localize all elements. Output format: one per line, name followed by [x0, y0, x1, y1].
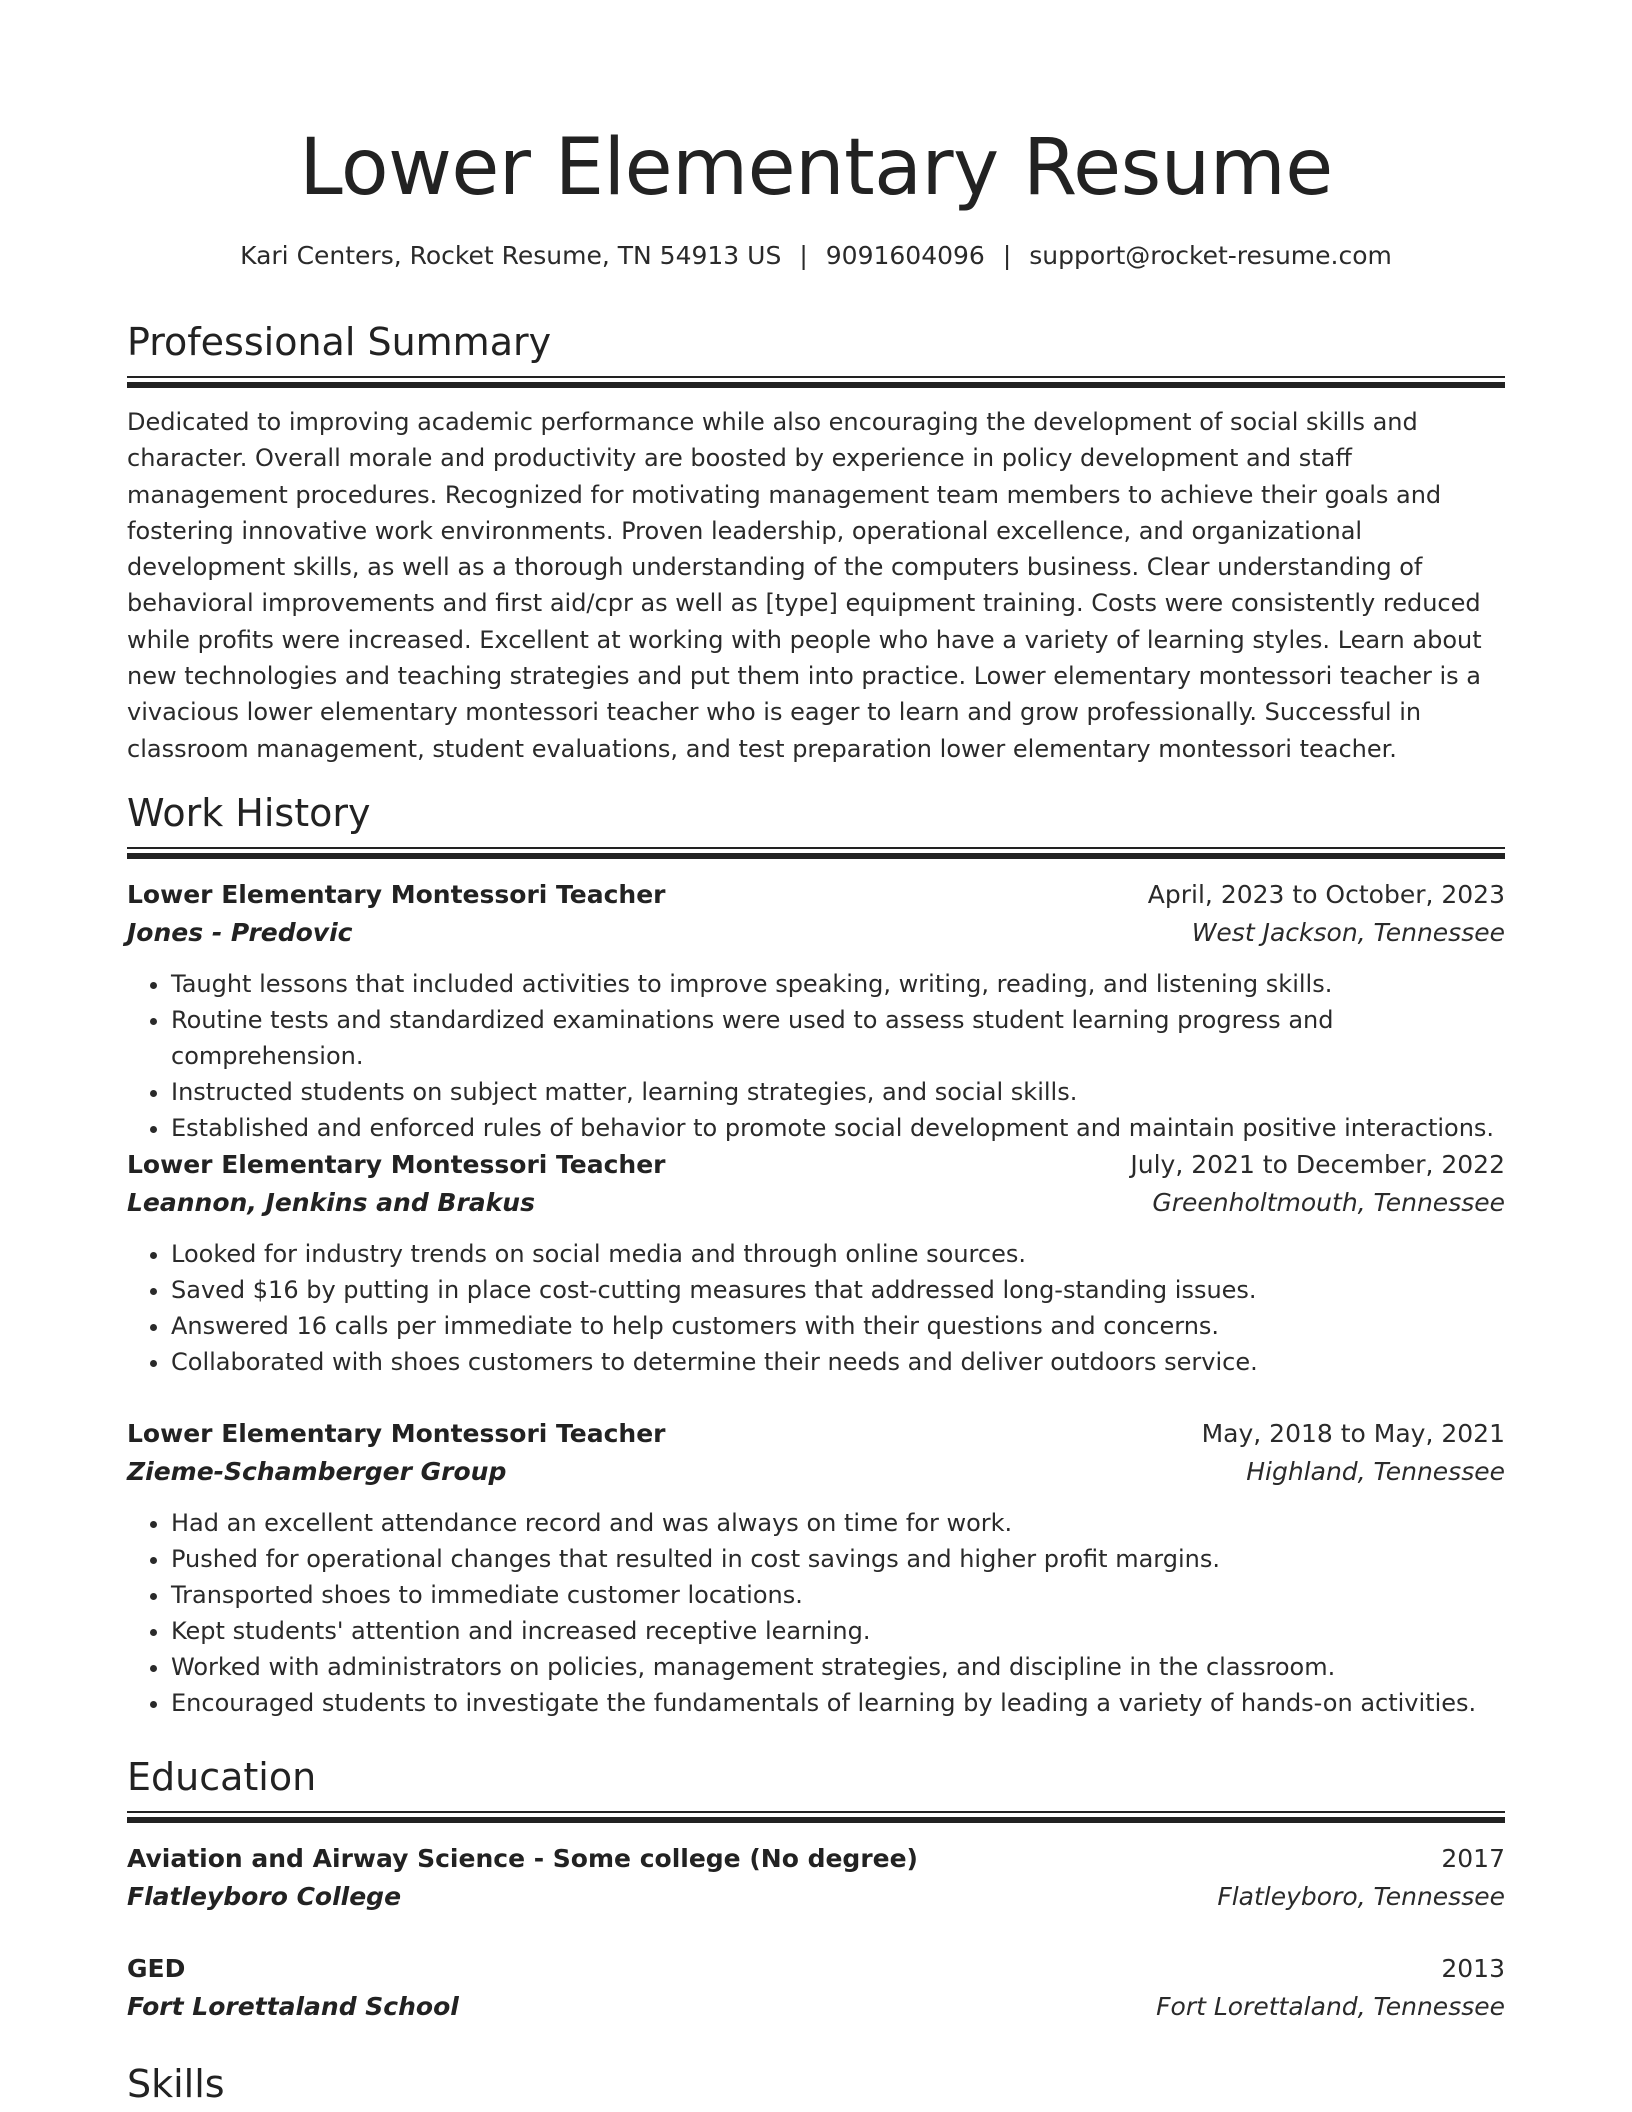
section-heading-summary: Professional Summary — [127, 320, 552, 364]
contact-phone: 9091604096 — [825, 241, 985, 270]
job-bullet: • Transported shoes to immediate customer locations. — [171, 1577, 1505, 1613]
job-bullet: • Looked for industry trends on social media and through online sources. — [171, 1236, 1505, 1272]
job-bullet-list — [127, 1505, 1505, 1721]
summary-text: Dedicated to improving academic performance while also encouraging the development of social skills and character. Overall morale and productivity are boosted by experience in policy development and staff management procedures. Recognized for motivating management team members to achieve their goals and fostering innovative work environments. Proven leadership, operational excellence, and organizational development skills, as well as a thorough understanding of the computers business. Clear understanding of behavioral improvements and first aid/cpr as well as [type] equipment training. Costs were consistently reduced while profits were increased. Excellent at working with people who have a variety of learning styles. Learn about new technologies and teaching strategies and put them into practice. Lower elementary montessori teacher is a vivacious lower elementary montessori teacher who is eager to learn and grow professionally. Successful in classroom management, student evaluations, and test preparation lower elementary montessori teacher. — [127, 408, 1482, 763]
job-entry — [127, 1415, 1505, 1721]
contact-address: Kari Centers, Rocket Resume, TN 54913 US — [240, 241, 782, 270]
summary-section — [127, 316, 1505, 767]
section-divider — [127, 847, 1505, 861]
job-dates: May, 2018 to May, 2021 — [1201, 1419, 1505, 1448]
education-entry — [127, 1840, 1505, 1916]
job-location: West Jackson, Tennessee — [1191, 918, 1505, 947]
work-history-section — [127, 787, 1505, 861]
job-bullet: • Routine tests and standardized examinations were used to assess student learning progress and comprehension. — [171, 1002, 1505, 1074]
job-bullet: • Pushed for operational changes that resulted in cost savings and higher profit margins. — [171, 1541, 1505, 1577]
job-dates: April, 2023 to October, 2023 — [1147, 880, 1505, 909]
job-location: Highland, Tennessee — [1246, 1457, 1505, 1486]
job-entry — [127, 876, 1505, 1146]
job-location: Greenholtmouth, Tennessee — [1152, 1188, 1505, 1217]
job-title: Lower Elementary Montessori Teacher — [127, 880, 666, 909]
contact-separator: | — [1002, 241, 1012, 270]
job-bullet: • Kept students' attention and increased receptive learning. — [171, 1613, 1505, 1649]
section-heading-work-history: Work History — [127, 791, 371, 835]
education-year: 2017 — [1441, 1844, 1505, 1873]
job-bullet: • Answered 16 calls per immediate to help customers with their questions and concerns. — [171, 1308, 1505, 1344]
education-location: Fort Lorettaland, Tennessee — [1156, 1992, 1505, 2021]
job-entry — [127, 1146, 1505, 1380]
section-heading-education: Education — [127, 1755, 317, 1799]
job-bullet: • Instructed students on subject matter, learning strategies, and social skills. — [171, 1074, 1505, 1110]
job-bullet: • Saved $16 by putting in place cost-cutting measures that addressed long-standing issues. — [171, 1272, 1505, 1308]
job-bullet-list — [127, 966, 1505, 1146]
section-divider — [127, 1811, 1505, 1825]
skills-section — [127, 2058, 1505, 2110]
education-degree: Aviation and Airway Science - Some college (No degree) — [127, 1844, 918, 1873]
contact-line — [127, 238, 1505, 274]
job-company: Jones - Predovic — [127, 918, 353, 947]
education-school: Flatleyboro College — [127, 1882, 402, 1911]
education-entry — [127, 1950, 1505, 2026]
contact-separator: | — [799, 241, 808, 270]
job-title: Lower Elementary Montessori Teacher — [127, 1419, 666, 1448]
job-bullet: • Taught lessons that included activities to improve speaking, writing, reading, and listening skills. — [171, 966, 1505, 1002]
education-school: Fort Lorettaland School — [127, 1992, 459, 2021]
education-location: Flatleyboro, Tennessee — [1217, 1882, 1505, 1911]
job-bullet: • Encouraged students to investigate the fundamentals of learning by leading a variety of hands-on activities. — [171, 1685, 1505, 1721]
section-heading-skills: Skills — [127, 2062, 225, 2106]
education-year: 2013 — [1441, 1954, 1505, 1983]
job-bullet: • Worked with administrators on policies, management strategies, and discipline in the classroom. — [171, 1649, 1505, 1685]
job-company: Leannon, Jenkins and Brakus — [127, 1188, 535, 1217]
job-title: Lower Elementary Montessori Teacher — [127, 1150, 666, 1179]
job-dates: July, 2021 to December, 2022 — [1130, 1150, 1505, 1179]
job-bullet-list — [127, 1236, 1505, 1380]
education-section — [127, 1751, 1505, 1825]
job-bullet: • Established and enforced rules of behavior to promote social development and maintain positive interactions. — [171, 1110, 1505, 1146]
job-company: Zieme-Schamberger Group — [127, 1457, 507, 1486]
contact-email: support@rocket-resume.com — [1029, 241, 1392, 270]
resume-title: Lower Elementary Resume — [299, 123, 1333, 213]
job-bullet: • Had an excellent attendance record and was always on time for work. — [171, 1505, 1505, 1541]
job-bullet: • Collaborated with shoes customers to determine their needs and deliver outdoors service. — [171, 1344, 1505, 1380]
section-divider — [127, 376, 1505, 390]
education-degree: GED — [127, 1954, 186, 1983]
